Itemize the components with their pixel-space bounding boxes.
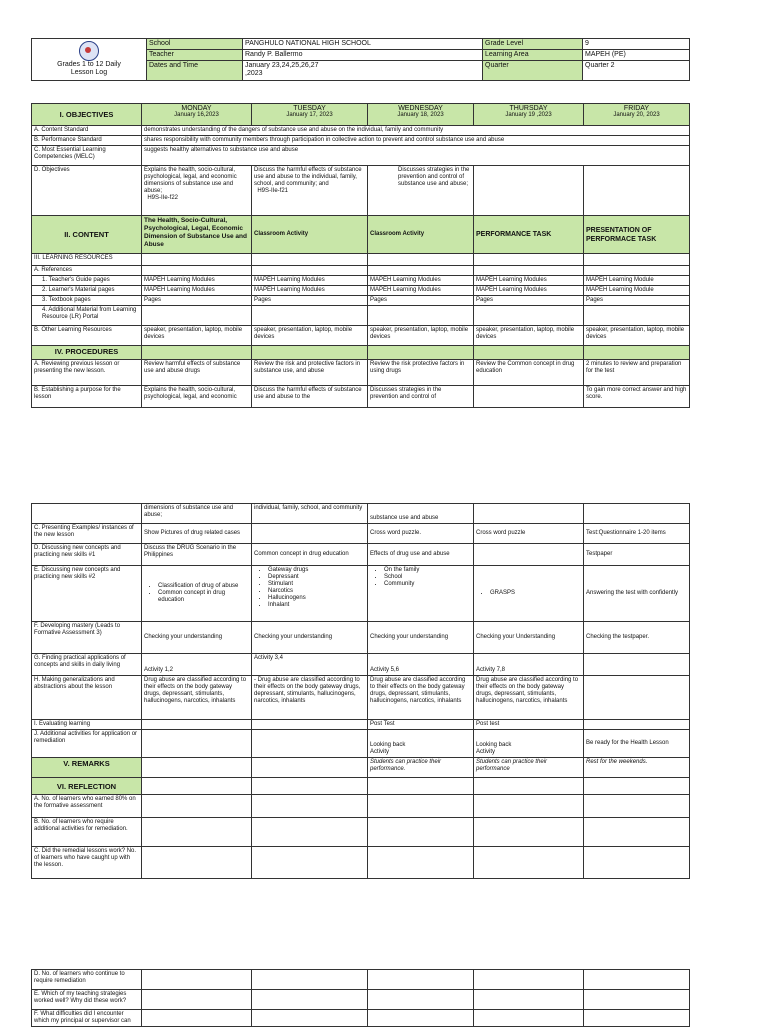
textbook-label: 3. Textbook pages	[32, 296, 142, 306]
lm-wednesday: MAPEH Learning Modules	[368, 286, 474, 296]
tg-wednesday: MAPEH Learning Modules	[368, 276, 474, 286]
concepts2-tuesday: • Gateway drugs • Depressant • Stimulant • Narcotics • Hallucinogens • Inhalant	[252, 566, 368, 622]
resources-title: III. LEARNING RESOURCES	[32, 254, 142, 266]
concepts2-monday: • Classification of drug of abuse • Common concept in drug education	[142, 566, 252, 622]
tb-thursday: Pages	[474, 296, 584, 306]
objectives-label: D. Objectives	[32, 166, 142, 216]
examples-monday: Show Pictures of drug related cases	[142, 524, 252, 544]
remarks-friday: Rest for the weekends.	[584, 758, 690, 778]
teachers-guide-label: 1. Teacher's Guide pages	[32, 276, 142, 286]
objectives-title: I. OBJECTIVES	[32, 104, 142, 126]
other-wednesday: speaker, presentation, laptop, mobile devices	[368, 326, 474, 346]
content-thursday: PERFORMANCE TASK	[474, 216, 584, 254]
concepts1-friday: Testpaper	[584, 544, 690, 566]
concepts2-wednesday: • On the family • School • Community	[368, 566, 474, 622]
lesson-table-page1	[31, 103, 690, 408]
generalizations-label: H. Making generalizations and abstractions about the lesson	[32, 676, 142, 720]
content-tuesday: Classroom Activity	[252, 216, 368, 254]
tb-friday: Pages	[584, 296, 690, 306]
examples-thursday: Cross word puzzle	[474, 524, 584, 544]
concepts1-wednesday: Effects of drug use and abuse	[368, 544, 474, 566]
additional-activities-label: J. Additional activities for application or remediation	[32, 730, 142, 758]
logo-cell	[32, 39, 147, 81]
deped-seal-icon	[79, 41, 99, 61]
other-friday: speaker, presentation, laptop, mobile devices	[584, 326, 690, 346]
review-tuesday: Review the risk and protective factors in substance use, and abuse	[252, 360, 368, 386]
content-monday: The Health, Socio-Cultural, Psychological, Legal, Economic Dimension of Substance Use and Abuse	[142, 216, 252, 254]
tb-monday: Pages	[142, 296, 252, 306]
performance-standard-label: B. Performance Standard	[32, 136, 142, 146]
review-monday: Review harmful effects of substance use and abuse drugs	[142, 360, 252, 386]
purpose-label: B. Establishing a purpose for the lesson	[32, 386, 142, 408]
concepts1-tuesday: Common concept in drug education	[252, 544, 368, 566]
mastery-thursday: Checking your Understanding	[474, 622, 584, 654]
purpose-friday: To gain more correct answer and high score.	[584, 386, 690, 408]
concepts1-monday: Discuss the DRUG Scenario in the Philippines	[142, 544, 252, 566]
dates-value: January 23,24,25,26,27 ,2023	[243, 61, 483, 81]
melc: suggests healthy alternatives to substance use and abuse	[142, 146, 690, 166]
reflection-e: E. Which of my teaching strategies worked well? Why did these work?	[32, 990, 142, 1010]
teacher-value: Randy P. Ballermo	[243, 50, 483, 61]
reflection-title: VI. REFLECTION	[32, 778, 142, 795]
concepts1-label: D. Discussing new concepts and practicing new skills #1	[32, 544, 142, 566]
generalizations-tuesday: - Drug abuse are classified according to their effects on the body gateway drugs, depressant, stimulants, hallucinogens, narcotics, inhalants	[252, 676, 368, 720]
review-friday: 2 minutes to review and preparation for the test	[584, 360, 690, 386]
examples-tuesday	[252, 524, 368, 544]
objective-friday	[584, 166, 690, 216]
concepts2-friday: Answering the test with confidently	[584, 566, 690, 622]
content-friday: PRESENTATION OF PERFORMACE TASK	[584, 216, 690, 254]
mastery-friday: Checking the testpaper.	[584, 622, 690, 654]
evaluating-tuesday	[252, 720, 368, 730]
tg-thursday: MAPEH Learning Modules	[474, 276, 584, 286]
lr-portal-label: 4. Additional Material from Learning Resource (LR) Portal	[32, 306, 142, 326]
reflection-f: F. What difficulties did I encounter which my principal or supervisor can	[32, 1010, 142, 1027]
additional-wednesday: Looking back Activity	[368, 730, 474, 758]
header-table	[31, 38, 690, 81]
school-value: PANGHULO NATIONAL HIGH SCHOOL	[243, 39, 483, 50]
reflection-d: D. No. of learners who continue to require remediation	[32, 970, 142, 990]
quarter-label: Quarter	[483, 61, 583, 81]
objective-thursday	[474, 166, 584, 216]
day-tuesday: TUESDAY January 17, 2023	[252, 104, 368, 126]
mastery-label: F. Developing mastery (Leads to Formative Assessment 3)	[32, 622, 142, 654]
tg-friday: MAPEH Learning Module	[584, 276, 690, 286]
evaluating-monday	[142, 720, 252, 730]
grade-label: Grade Level	[483, 39, 583, 50]
lesson-table-page3	[31, 969, 690, 1027]
applications-friday	[584, 654, 690, 676]
applications-monday: Activity 1,2	[142, 654, 252, 676]
content-title: II. CONTENT	[32, 216, 142, 254]
area-value: MAPEH (PE)	[583, 50, 690, 61]
review-wednesday: Review the risk protective factors in using drugs	[368, 360, 474, 386]
remarks-title: V. REMARKS	[32, 758, 142, 778]
procedures-title: IV. PROCEDURES	[32, 346, 142, 360]
examples-friday: Test:Questionnaire 1-20 items	[584, 524, 690, 544]
generalizations-wednesday: Drug abuse are classified according to their effects on the body gateway drugs, depressant, stimulants, hallucinogens, narcotics, inhalants	[368, 676, 474, 720]
purpose-thursday	[474, 386, 584, 408]
mastery-tuesday: Checking your understanding	[252, 622, 368, 654]
generalizations-thursday: Drug abuse are classified according to their effects on the body gateway drugs, depressant, stimulants, hallucinogens, narcotics, inhalants	[474, 676, 584, 720]
examples-label: C. Presenting Examples/ instances of the new lesson	[32, 524, 142, 544]
performance-standard: shares responsibility with community members through participation in collective action to prevent and control substance use and abuse	[142, 136, 690, 146]
generalizations-friday	[584, 676, 690, 720]
other-monday: speaker, presentation, laptop, mobile devices	[142, 326, 252, 346]
objective-monday: Explains the health, socio-cultural, psychological, legal, and economic dimensions of substance use and abuse; H9S-IIe-f22	[142, 166, 252, 216]
content-standard: demonstrates understanding of the dangers of substance use and abuse on the individual, family and community	[142, 126, 690, 136]
concepts1-thursday	[474, 544, 584, 566]
remarks-thursday: Students can practice their performance	[474, 758, 584, 778]
lesson-table-page2	[31, 503, 690, 879]
references-label: A. References	[32, 266, 142, 276]
review-label: A. Reviewing previous lesson or presenting the new lesson.	[32, 360, 142, 386]
day-thursday: THURSDAY January 19 ,2023	[474, 104, 584, 126]
school-label: School	[147, 39, 243, 50]
lm-tuesday: MAPEH Learning Modules	[252, 286, 368, 296]
additional-thursday: Looking back Activity	[474, 730, 584, 758]
dates-label: Dates and Time	[147, 61, 243, 81]
evaluating-friday	[584, 720, 690, 730]
applications-wednesday: Activity 5,6	[368, 654, 474, 676]
tb-tuesday: Pages	[252, 296, 368, 306]
other-resources-label: B. Other Learning Resources	[32, 326, 142, 346]
other-tuesday: speaker, presentation, laptop, mobile devices	[252, 326, 368, 346]
reflection-c: C. Did the remedial lessons work? No. of learners who have caught up with the lesson.	[32, 847, 142, 879]
applications-tuesday: Activity 3,4	[252, 654, 368, 676]
day-wednesday: WEDNESDAY January 18, 2023	[368, 104, 474, 126]
evaluating-wednesday: Post Test	[368, 720, 474, 730]
evaluating-label: I. Evaluating learning	[32, 720, 142, 730]
generalizations-monday: Drug abuse are classified according to their effects on the body gateway drugs, depressant, stimulants, hallucinogens, narcotics, inhalants	[142, 676, 252, 720]
purpose-tuesday: Discuss the harmful effects of substance use and abuse to the	[252, 386, 368, 408]
remarks-wednesday: Students can practice their performance.	[368, 758, 474, 778]
applications-thursday: Activity 7,8	[474, 654, 584, 676]
evaluating-thursday: Post test	[474, 720, 584, 730]
day-monday: MONDAY January 16,2023	[142, 104, 252, 126]
applications-label: G. Finding practical applications of concepts and skills in daily living	[32, 654, 142, 676]
tg-tuesday: MAPEH Learning Modules	[252, 276, 368, 286]
objective-wednesday: Discusses strategies in the prevention and control of substance use and abuse;	[368, 166, 474, 216]
concepts2-thursday: • GRASPS	[474, 566, 584, 622]
review-thursday: Review the Common concept in drug education	[474, 360, 584, 386]
tg-monday: MAPEH Learning Modules	[142, 276, 252, 286]
content-standard-label: A. Content Standard	[32, 126, 142, 136]
concepts2-label: E. Discussing new concepts and practicing new skills #2	[32, 566, 142, 622]
lm-thursday: MAPEH Learning Modules	[474, 286, 584, 296]
tb-wednesday: Pages	[368, 296, 474, 306]
day-friday: FRIDAY January 20, 2023	[584, 104, 690, 126]
purpose-monday: Explains the health, socio-cultural, psychological, legal, and economic	[142, 386, 252, 408]
objective-tuesday: Discuss the harmful effects of substance use and abuse to the individual, family, school, and community; and H9S-IIe-f21	[252, 166, 368, 216]
lm-monday: MAPEH Learning Modules	[142, 286, 252, 296]
learners-material-label: 2. Learner's Material pages	[32, 286, 142, 296]
reflection-a: A. No. of learners who earned 80% on the formative assessment	[32, 795, 142, 818]
purpose-cont-tuesday: individual, family, school, and community	[252, 504, 368, 524]
teacher-label: Teacher	[147, 50, 243, 61]
mastery-monday: Checking your understanding	[142, 622, 252, 654]
examples-wednesday: Cross word puzzle.	[368, 524, 474, 544]
grade-value: 9	[583, 39, 690, 50]
additional-friday: Be ready for the Health Lesson	[584, 730, 690, 758]
other-thursday: speaker, presentation, laptop, mobile devices	[474, 326, 584, 346]
area-label: Learning Area	[483, 50, 583, 61]
mastery-wednesday: Checking your understanding	[368, 622, 474, 654]
lm-friday: MAPEH Learning Module	[584, 286, 690, 296]
melc-label: C. Most Essential Learning Competencies (MELC)	[32, 146, 142, 166]
content-wednesday: Classroom Activity	[368, 216, 474, 254]
purpose-cont-monday: dimensions of substance use and abuse;	[142, 504, 252, 524]
purpose-wednesday: Discusses strategies in the prevention and control of	[368, 386, 474, 408]
reflection-b: B. No. of learners who require additional activities for remediation.	[32, 818, 142, 847]
purpose-cont-wednesday: substance use and abuse	[368, 504, 474, 524]
log-title: Grades 1 to 12 Daily Lesson Log	[57, 61, 121, 76]
quarter-value: Quarter 2	[583, 61, 690, 81]
